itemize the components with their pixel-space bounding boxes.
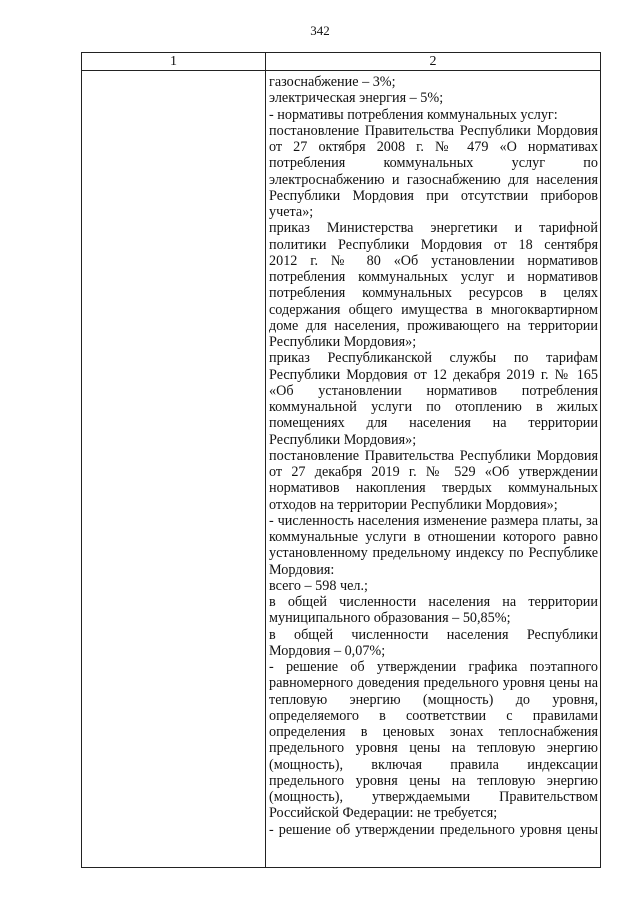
- document-table: [81, 52, 601, 868]
- text-line: постановление Правительства Республики Мордовия: [269, 447, 598, 464]
- text-line: доме для населения, проживающего на территории: [269, 317, 598, 334]
- text-line: электрическая энергия – 5%;: [269, 90, 444, 107]
- column-header-1: 1: [82, 53, 266, 71]
- table-header-row: [82, 53, 601, 71]
- text-line: всего – 598 чел.;: [269, 577, 368, 594]
- text-line: предельного уровня цены на тепловую энергию: [269, 772, 598, 789]
- text-line: муниципального образования – 50,85%;: [269, 610, 511, 627]
- text-line: - численность населения изменение размера платы, за: [269, 512, 598, 529]
- text-line: (мощность), включая правила индексации: [269, 756, 598, 773]
- text-line: помещениях для населения на территории: [269, 415, 598, 432]
- text-line: Республики Мордовия при отсутствии приборов: [269, 187, 598, 204]
- text-line: коммунальные услуги в отношении которого равно: [269, 529, 598, 545]
- text-line: коммунальной услуги по отоплению в жилых: [269, 399, 598, 415]
- text-line: нормативов накопления твердых коммунальных: [269, 480, 598, 497]
- text-line: содержания общего имущества в многоквартирном: [269, 301, 598, 318]
- text-line: постановление Правительства Республики Мордовия: [269, 122, 598, 139]
- column-header-2: 2: [266, 53, 601, 71]
- column-2-text: [269, 74, 598, 838]
- text-line: в общей численности населения на территории: [269, 594, 598, 610]
- text-line: в общей численности населения Республики: [269, 626, 598, 643]
- text-line: газоснабжение – 3%;: [269, 74, 396, 90]
- table-row: [82, 71, 601, 868]
- text-line: определения в ценовых зонах теплоснабжения: [269, 724, 598, 740]
- page-number: 342: [310, 23, 330, 38]
- text-line: Мордовия:: [269, 561, 335, 578]
- text-line: - решение об утверждении графика поэтапного: [269, 659, 598, 675]
- text-line: предельного уровня цены на тепловую энергию: [269, 740, 598, 757]
- text-line: Республики Мордовия от 12 декабря 2019 г. № 165: [269, 366, 598, 383]
- text-line: - нормативы потребления коммунальных услуг:: [269, 106, 558, 123]
- text-line: потребления коммунальных ресурсов в целях: [269, 285, 598, 302]
- text-line: учета»;: [269, 204, 314, 220]
- text-line: Республики Мордовия»;: [269, 431, 417, 448]
- text-line: приказ Республиканской службы по тарифам: [269, 350, 598, 367]
- column-1-cell: [82, 71, 266, 868]
- text-line: «Об установлении нормативов потребления: [269, 382, 598, 399]
- text-line: 2012 г. № 80 «Об установлении нормативов: [269, 252, 598, 269]
- text-line: определяемого в соответствии с правилами: [269, 707, 598, 724]
- text-line: Республики Мордовия»;: [269, 334, 417, 350]
- text-line: от 27 декабря 2019 г. № 529 «Об утверждении: [269, 464, 598, 480]
- text-line: установленному предельному индексу по Республике: [269, 545, 598, 562]
- text-line: электроснабжению и газоснабжению для населения: [269, 171, 598, 188]
- text-line: отходов на территории Республики Мордовия»;: [269, 496, 558, 513]
- text-line: Мордовия – 0,07%;: [269, 642, 386, 659]
- text-line: потребления коммунальных услуг по: [269, 155, 598, 172]
- text-line: приказ Министерства энергетики и тарифной: [269, 220, 598, 237]
- text-line: тепловую энергию (мощность) до уровня,: [269, 691, 598, 708]
- text-line: политики Республики Мордовия от 18 сентября: [269, 236, 598, 253]
- text-line: потребления коммунальных услуг и нормативов: [269, 269, 598, 285]
- column-2-cell: [266, 71, 601, 868]
- text-line: (мощность), утверждаемыми Правительством: [269, 789, 598, 805]
- text-line: равномерного доведения предельного уровня цены на: [269, 675, 598, 692]
- text-line: от 27 октября 2008 г. № 479 «О нормативах: [269, 139, 598, 155]
- text-line: Российской Федерации: не требуется;: [269, 805, 498, 822]
- text-line: - решение об утверждении предельного уровня цены: [269, 821, 598, 838]
